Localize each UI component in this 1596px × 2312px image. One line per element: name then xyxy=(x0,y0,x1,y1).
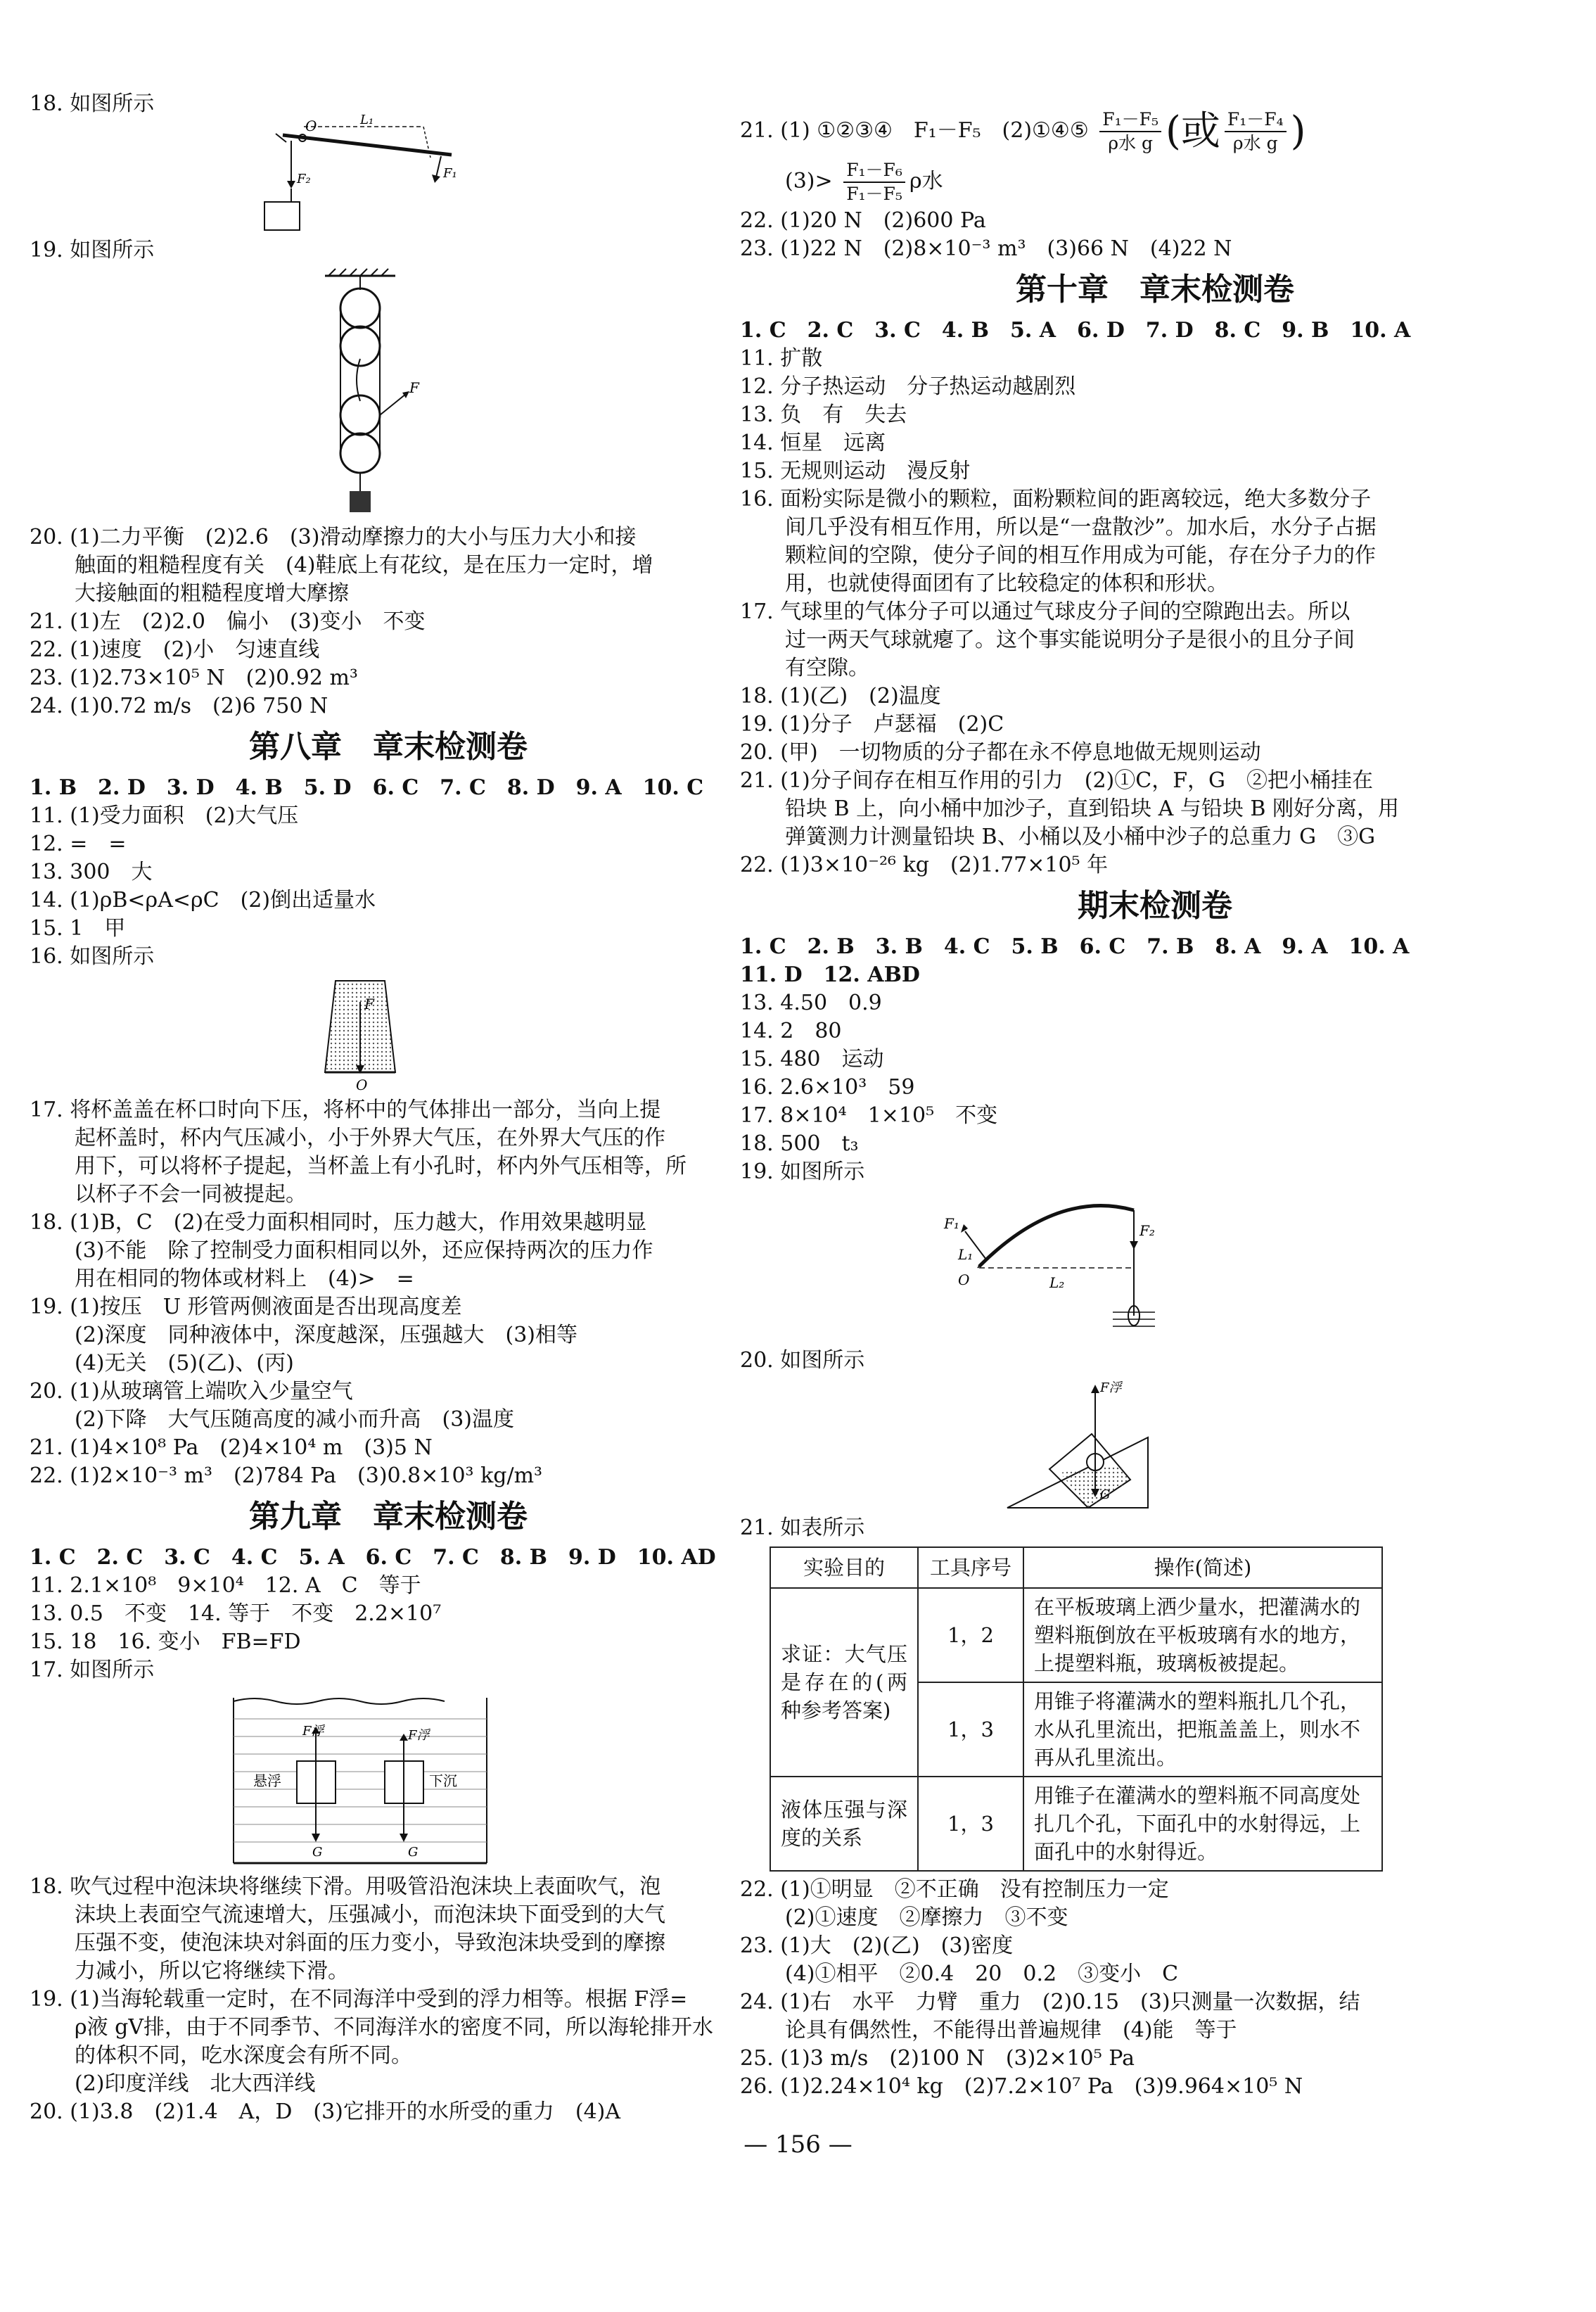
answer-line: 21. (1)分子间存在相互作用的引力 (2)①C，F，G ②把小桶挂在 xyxy=(740,768,1373,793)
fig-label-f2: F₂ xyxy=(1139,1222,1155,1239)
answer-line: (3)不能 除了控制受力面积相同以外，还应保持两次的压力作 xyxy=(75,1238,653,1263)
answer-line: 论具有偶然性，不能得出普遍规律 (4)能 等于 xyxy=(785,2018,1237,2043)
table-cell-operation: 用锥子在灌满水的塑料瓶不同高度处扎几个孔，下面孔中的水射得远，上面孔中的水射得近。 xyxy=(1023,1777,1382,1871)
answer-line: (2)下降 大气压随高度的减小而升高 (3)温度 xyxy=(75,1407,514,1432)
answer-line: 颗粒间的空隙，使分子间的相互作用成为可能，存在分子力的作 xyxy=(785,543,1376,568)
answer-line: 24. (1)右 水平 力臂 重力 (2)0.15 (3)只测量一次数据，结 xyxy=(740,1990,1360,2014)
left-column xyxy=(30,90,747,2126)
answer-line: 13. 0.5 不变 14. 等于 不变 2.2×10⁷ xyxy=(30,1601,442,1626)
answer-line: 15. 480 运动 xyxy=(740,1047,884,1072)
answer-line: 16. 如图所示 xyxy=(30,944,155,969)
fig-label-o: O xyxy=(356,1076,368,1093)
fig-label-g: G xyxy=(1100,1487,1111,1502)
fraction-denominator: F₁－F₅ xyxy=(846,184,902,204)
answer-line: 12. = = xyxy=(30,832,127,856)
fig-label-f1: F₁ xyxy=(443,166,457,181)
answer-line: 26. (1)2.24×10⁴ kg (2)7.2×10⁷ Pa (3)9.964×10⁵ N xyxy=(740,2074,1303,2099)
answer-line: 22. (1)速度 (2)小 匀速直线 xyxy=(30,637,320,662)
fraction xyxy=(843,159,905,205)
table-cell-purpose: 液体压强与深度的关系 xyxy=(770,1777,918,1871)
answer-text: (或 xyxy=(1166,108,1220,154)
answer-line: 15. 18 16. 变小 FB=FD xyxy=(30,1630,301,1654)
table-cell-operation: 在平板玻璃上洒少量水，把灌满水的塑料瓶倒放在平板玻璃有水的地方，上提塑料瓶，玻璃板被提起。 xyxy=(1023,1588,1382,1682)
answer-line: 17. 如图所示 xyxy=(30,1658,155,1682)
fig-label-o: O xyxy=(305,117,317,134)
answer-line: 14. 恒星 远离 xyxy=(740,431,886,455)
answer-line: (2)①速度 ②摩擦力 ③不变 xyxy=(785,1905,1068,1930)
answer-line: 19. 如图所示 xyxy=(740,1160,865,1184)
fig-label-f: F xyxy=(409,379,419,396)
figure-cup xyxy=(30,974,747,1093)
table-cell-tools: 1，3 xyxy=(918,1682,1023,1777)
answer-line: 用在相同的物体或材料上 (4)> = xyxy=(75,1266,414,1291)
fig-label-suspend: 悬浮 xyxy=(253,1772,281,1789)
answer-line: 间几乎没有相互作用，所以是“一盘散沙”。加水后，水分子占据 xyxy=(785,515,1377,540)
answer-line: 19. (1)分子 卢瑟福 (2)C xyxy=(740,712,1004,737)
answer-line: 12. 分子热运动 分子热运动越剧烈 xyxy=(740,374,1076,399)
answer-line: 15. 无规则运动 漫反射 xyxy=(740,459,971,483)
answer-line: 有空隙。 xyxy=(785,656,869,680)
fraction xyxy=(1099,108,1161,155)
answer-line: 大接触面的粗糙程度增大摩擦 xyxy=(75,581,349,606)
answer-text: 21. (1) ①②③④ F₁－F₅ (2)①④⑤ xyxy=(740,118,1089,143)
answer-line: 17. 气球里的气体分子可以通过气球皮分子间的空隙跑出去。所以 xyxy=(740,599,1351,624)
fraction-denominator: ρ水 g xyxy=(1232,133,1278,153)
fraction-numerator: F₁－F₄ xyxy=(1225,108,1287,132)
answer-line: 13. 4.50 0.9 xyxy=(740,991,882,1015)
answer-line: 22. (1)3×10⁻²⁶ kg (2)1.77×10⁵ 年 xyxy=(740,853,1109,877)
answer-line: 21. (1)左 (2)2.0 偏小 (3)变小 不变 xyxy=(30,609,426,634)
fig-label-g: G xyxy=(312,1845,323,1860)
table-header-operation: 操作(简述) xyxy=(1023,1547,1382,1588)
pulley-diagram xyxy=(30,267,466,521)
answer-line-q21 xyxy=(740,106,1570,156)
answer-text: (3)> xyxy=(785,169,833,193)
answer-line: (2)印度洋线 北大西洋线 xyxy=(75,2071,316,2096)
answer-line: 16. 2.6×10³ 59 xyxy=(740,1075,915,1100)
fig-label-sink: 下沉 xyxy=(429,1772,457,1789)
incline-float-diagram xyxy=(740,1378,1232,1511)
table-cell-purpose: 求证：大气压是存在的(两种参考答案) xyxy=(770,1588,918,1777)
page-number: — 156 — xyxy=(743,2130,853,2159)
answer-line: 13. 负 有 失去 xyxy=(740,402,907,427)
answer-line: 11. 2.1×10⁸ 9×10⁴ 12. A C 等于 xyxy=(30,1573,421,1598)
answer-line-q21b xyxy=(740,156,1570,207)
answer-line: (4)①相平 ②0.4 20 0.2 ③变小 C xyxy=(785,1962,1179,1986)
section-heading-final: 期末检测卷 xyxy=(1078,888,1232,924)
fraction xyxy=(1225,108,1287,155)
answer-line: 22. (1)①明显 ②不正确 没有控制压力一定 xyxy=(740,1877,1169,1902)
cup-diagram xyxy=(30,974,466,1093)
answer-line: 11. D 12. ABD xyxy=(740,963,920,987)
answer-line: 20. (1)从玻璃管上端吹入少量空气 xyxy=(30,1379,353,1404)
answer-line: 14. (1)ρB<ρA<ρC (2)倒出适量水 xyxy=(30,888,376,913)
lever-diagram xyxy=(30,113,457,234)
mc-answers: 1. C 2. B 3. B 4. C 5. B 6. C 7. B 8. A 9. A 10. A xyxy=(740,934,1410,959)
answer-line: 过一两天气球就瘪了。这个事实能说明分子是很小的且分子间 xyxy=(785,628,1355,652)
answer-line: 19. (1)按压 U 形管两侧液面是否出现高度差 xyxy=(30,1295,462,1319)
figure-fishing-rod xyxy=(740,1189,1570,1344)
mc-answers: 1. C 2. C 3. C 4. B 5. A 6. D 7. D 8. C 9. B 10. A xyxy=(740,318,1411,343)
table-header-tools: 工具序号 xyxy=(918,1547,1023,1588)
fig-label-l2: L₂ xyxy=(1049,1274,1065,1291)
answer-line: 18. (1)(乙) (2)温度 xyxy=(740,684,941,709)
buoyancy-diagram xyxy=(30,1687,466,1870)
answer-line: 21. 如表所示 xyxy=(740,1516,865,1540)
answer-line: 20. 如图所示 xyxy=(740,1348,865,1373)
answer-line: 20. (甲) 一切物质的分子都在永不停息地做无规则运动 xyxy=(740,740,1261,765)
answer-line: 15. 1 甲 xyxy=(30,916,126,941)
answer-line: 弹簧测力计测量铅块 B、小桶以及小桶中沙子的总重力 G ③G xyxy=(785,825,1376,849)
fishing-rod-diagram xyxy=(740,1189,1232,1344)
fraction-numerator: F₁－F₆ xyxy=(843,159,905,183)
answer-line: 压强不变，使泡沫块对斜面的压力变小，导致泡沫块受到的摩擦 xyxy=(75,1931,665,1955)
answer-line: 的体积不同，吃水深度会有所不同。 xyxy=(75,2043,412,2068)
answer-line: 沫块上表面空气流速增大，压强减小，而泡沫块下面受到的大气 xyxy=(75,1903,665,1927)
fig-label-fbuoy: F浮 xyxy=(1100,1380,1122,1395)
answer-line: 19. (1)当海轮载重一定时，在不同海洋中受到的浮力相等。根据 F浮= xyxy=(30,1987,688,2012)
table-cell-tools: 1，2 xyxy=(918,1588,1023,1682)
answer-line: 用下，可以将杯子提起，当杯盖上有小孔时，杯内外气压相等，所 xyxy=(75,1154,687,1179)
fig-label-fbuoy: F浮 xyxy=(408,1728,430,1743)
table-row xyxy=(770,1588,1382,1682)
table-header-purpose: 实验目的 xyxy=(770,1547,918,1588)
table-cell-tools: 1，3 xyxy=(918,1777,1023,1871)
answer-line: 11. 扩散 xyxy=(740,346,823,371)
fig-label-f2: F₂ xyxy=(297,172,311,186)
right-column xyxy=(740,106,1570,2101)
answer-line: 起杯盖时，杯内气压减小，小于外界大气压，在外界大气压的作 xyxy=(75,1126,665,1150)
figure-pulley xyxy=(30,267,747,521)
answer-line: ρ液 gV排，由于不同季节、不同海洋水的密度不同，所以海轮排开水 xyxy=(75,2015,714,2040)
answer-line: (4)无关 (5)(乙)、(丙) xyxy=(75,1351,294,1376)
section-heading-ch9: 第九章 章末检测卷 xyxy=(249,1499,528,1535)
answer-line: 用，也就使得面团有了比较稳定的体积和形状。 xyxy=(785,571,1228,596)
answer-line: 铅块 B 上，向小桶中加沙子，直到铅块 A 与铅块 B 刚好分离，用 xyxy=(785,796,1399,821)
mc-answers: 1. B 2. D 3. D 4. B 5. D 6. C 7. C 8. D 9. A 10. C xyxy=(30,775,704,800)
fraction-numerator: F₁－F₅ xyxy=(1099,108,1161,132)
answer-line: 19. 如图所示 xyxy=(30,238,155,262)
answer-line: 以杯子不会一同被提起。 xyxy=(75,1182,307,1207)
answer-line: 13. 300 大 xyxy=(30,860,153,884)
answer-line: 17. 将杯盖盖在杯口时向下压，将杯中的气体排出一部分，当向上提 xyxy=(30,1098,661,1122)
answer-line: 24. (1)0.72 m/s (2)6 750 N xyxy=(30,694,328,718)
table-cell-operation: 用锥子将灌满水的塑料瓶扎几个孔，水从孔里流出，把瓶盖盖上，则水不再从孔里流出。 xyxy=(1023,1682,1382,1777)
answer-line: 23. (1)2.73×10⁵ N (2)0.92 m³ xyxy=(30,666,358,690)
answer-line: 22. (1)2×10⁻³ m³ (2)784 Pa (3)0.8×10³ kg/m³ xyxy=(30,1463,543,1488)
fig-label-f1: F₁ xyxy=(944,1215,959,1232)
fraction-denominator: ρ水 g xyxy=(1108,133,1153,153)
answer-line: 18. (1)B，C (2)在受力面积相同时，压力越大，作用效果越明显 xyxy=(30,1210,647,1235)
answer-line: 18. 500 t₃ xyxy=(740,1131,859,1156)
fig-label-fbuoy: F浮 xyxy=(302,1724,324,1739)
answer-text: ) xyxy=(1290,108,1306,154)
fig-label-o: O xyxy=(958,1271,970,1288)
answer-line: 14. 2 80 xyxy=(740,1019,842,1043)
answer-text: ρ水 xyxy=(909,169,943,193)
table-header-row xyxy=(770,1547,1382,1588)
figure-incline-float xyxy=(740,1378,1570,1511)
answer-line: 21. (1)4×10⁸ Pa (2)4×10⁴ m (3)5 N xyxy=(30,1435,433,1460)
answer-line: 17. 8×10⁴ 1×10⁵ 不变 xyxy=(740,1103,998,1128)
mc-answers: 1. C 2. C 3. C 4. C 5. A 6. C 7. C 8. B 9. D 10. AD xyxy=(30,1545,716,1570)
fig-label-f: F xyxy=(364,996,374,1012)
figure-buoyancy xyxy=(30,1687,747,1870)
answer-line: 20. (1)二力平衡 (2)2.6 (3)滑动摩擦力的大小与压力大小和接 xyxy=(30,525,637,550)
answer-line: 力减小，所以它将继续下滑。 xyxy=(75,1959,349,1983)
fig-label-l1: L₁ xyxy=(958,1246,973,1263)
fig-label-l1: L₁ xyxy=(360,113,374,127)
fig-label-g: G xyxy=(408,1845,419,1860)
answer-line: 11. (1)受力面积 (2)大气压 xyxy=(30,804,299,828)
answer-line: 23. (1)22 N (2)8×10⁻³ m³ (3)66 N (4)22 N xyxy=(740,236,1232,261)
answer-line: 16. 面粉实际是微小的颗粒，面粉颗粒间的距离较远，绝大多数分子 xyxy=(740,487,1372,512)
answer-line: 22. (1)20 N (2)600 Pa xyxy=(740,208,986,233)
answer-line: 20. (1)3.8 (2)1.4 A，D (3)它排开的水所受的重力 (4)A xyxy=(30,2100,621,2124)
answer-line: 18. 如图所示 xyxy=(30,91,155,116)
answer-line: 25. (1)3 m/s (2)100 N (3)2×10⁵ Pa xyxy=(740,2046,1135,2071)
section-heading-ch8: 第八章 章末检测卷 xyxy=(249,729,528,765)
answer-line: (2)深度 同种液体中，深度越深，压强越大 (3)相等 xyxy=(75,1323,577,1347)
figure-lever xyxy=(30,113,747,234)
answer-line: 18. 吹气过程中泡沫块将继续下滑。用吸管沿泡沫块上表面吹气，泡 xyxy=(30,1874,661,1899)
table-row xyxy=(770,1777,1382,1871)
answer-line: 23. (1)大 (2)(乙) (3)密度 xyxy=(740,1933,1014,1958)
answer-line: 触面的粗糙程度有关 (4)鞋底上有花纹，是在压力一定时，增 xyxy=(75,553,653,578)
experiment-table xyxy=(770,1546,1383,1872)
section-heading-ch10: 第十章 章末检测卷 xyxy=(1016,272,1294,307)
